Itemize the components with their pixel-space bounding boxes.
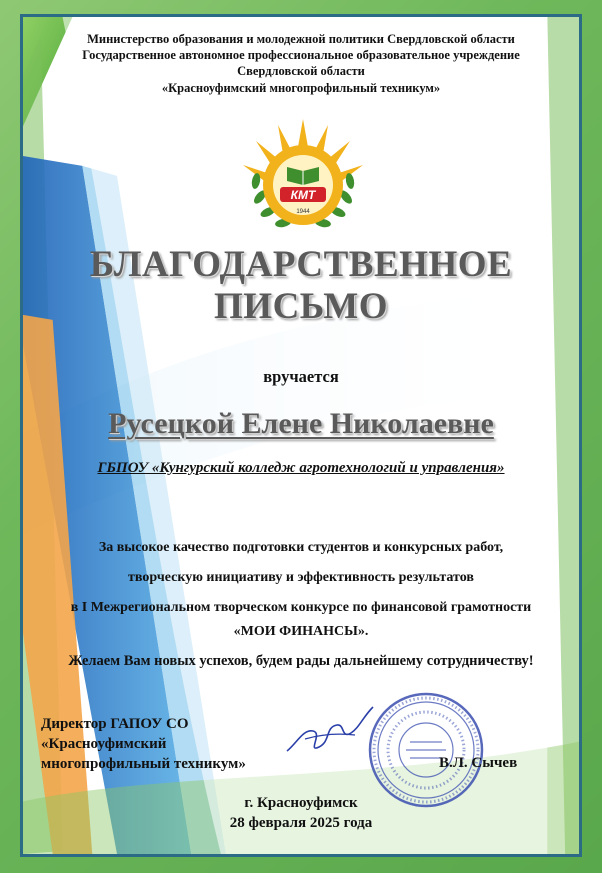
header-ministry: Министерство образования и молодежной политики Свердловской области	[87, 32, 515, 46]
college-logo	[238, 117, 368, 235]
date: 28 февраля 2025 года	[229, 815, 373, 831]
awarded-label: вручается	[263, 367, 339, 386]
header-institution-name: «Красноуфимский многопрофильный техникум»	[161, 81, 441, 95]
director-signature	[285, 699, 375, 759]
reason-line-2: творческую инициативу и эффективность результатов	[128, 570, 474, 585]
reason-line-3: в I Межрегиональном творческом конкурсе по финансовой грамотности	[70, 600, 532, 615]
place: г. Красноуфимск	[244, 795, 358, 811]
logo-year: 1944	[296, 209, 310, 215]
director-block	[41, 714, 246, 774]
title-line-1: БЛАГОДАРСТВЕННОЕ	[89, 244, 513, 285]
recipient-institution: ГБПОУ «Кунгурский колледж агротехнологий и управления»	[97, 460, 505, 476]
director-org-line-1: «Красноуфимский	[41, 736, 167, 752]
signer-name: В.Л. Сычев	[439, 755, 518, 771]
header-region: Свердловской области	[237, 64, 365, 78]
certificate-frame	[20, 14, 582, 857]
wish-text: Желаем Вам новых успехов, будем рады дальнейшему сотрудничеству!	[68, 653, 534, 669]
header-institution-type: Государственное автономное профессиональное образовательное учреждение	[82, 48, 520, 62]
director-org-line-2: многопрофильный техникум»	[41, 756, 246, 772]
reason-line-1: За высокое качество подготовки студентов и конкурсных работ,	[98, 540, 504, 555]
title-line-2: ПИСЬМО	[214, 286, 388, 327]
contest-name: «МОИ ФИНАНСЫ».	[233, 624, 369, 639]
logo-abbr: КМТ	[290, 188, 316, 202]
official-stamp	[366, 690, 486, 810]
director-title: Директор ГАПОУ СО	[41, 716, 189, 732]
recipient-name: Русецкой Елене Николаевне	[108, 407, 494, 440]
